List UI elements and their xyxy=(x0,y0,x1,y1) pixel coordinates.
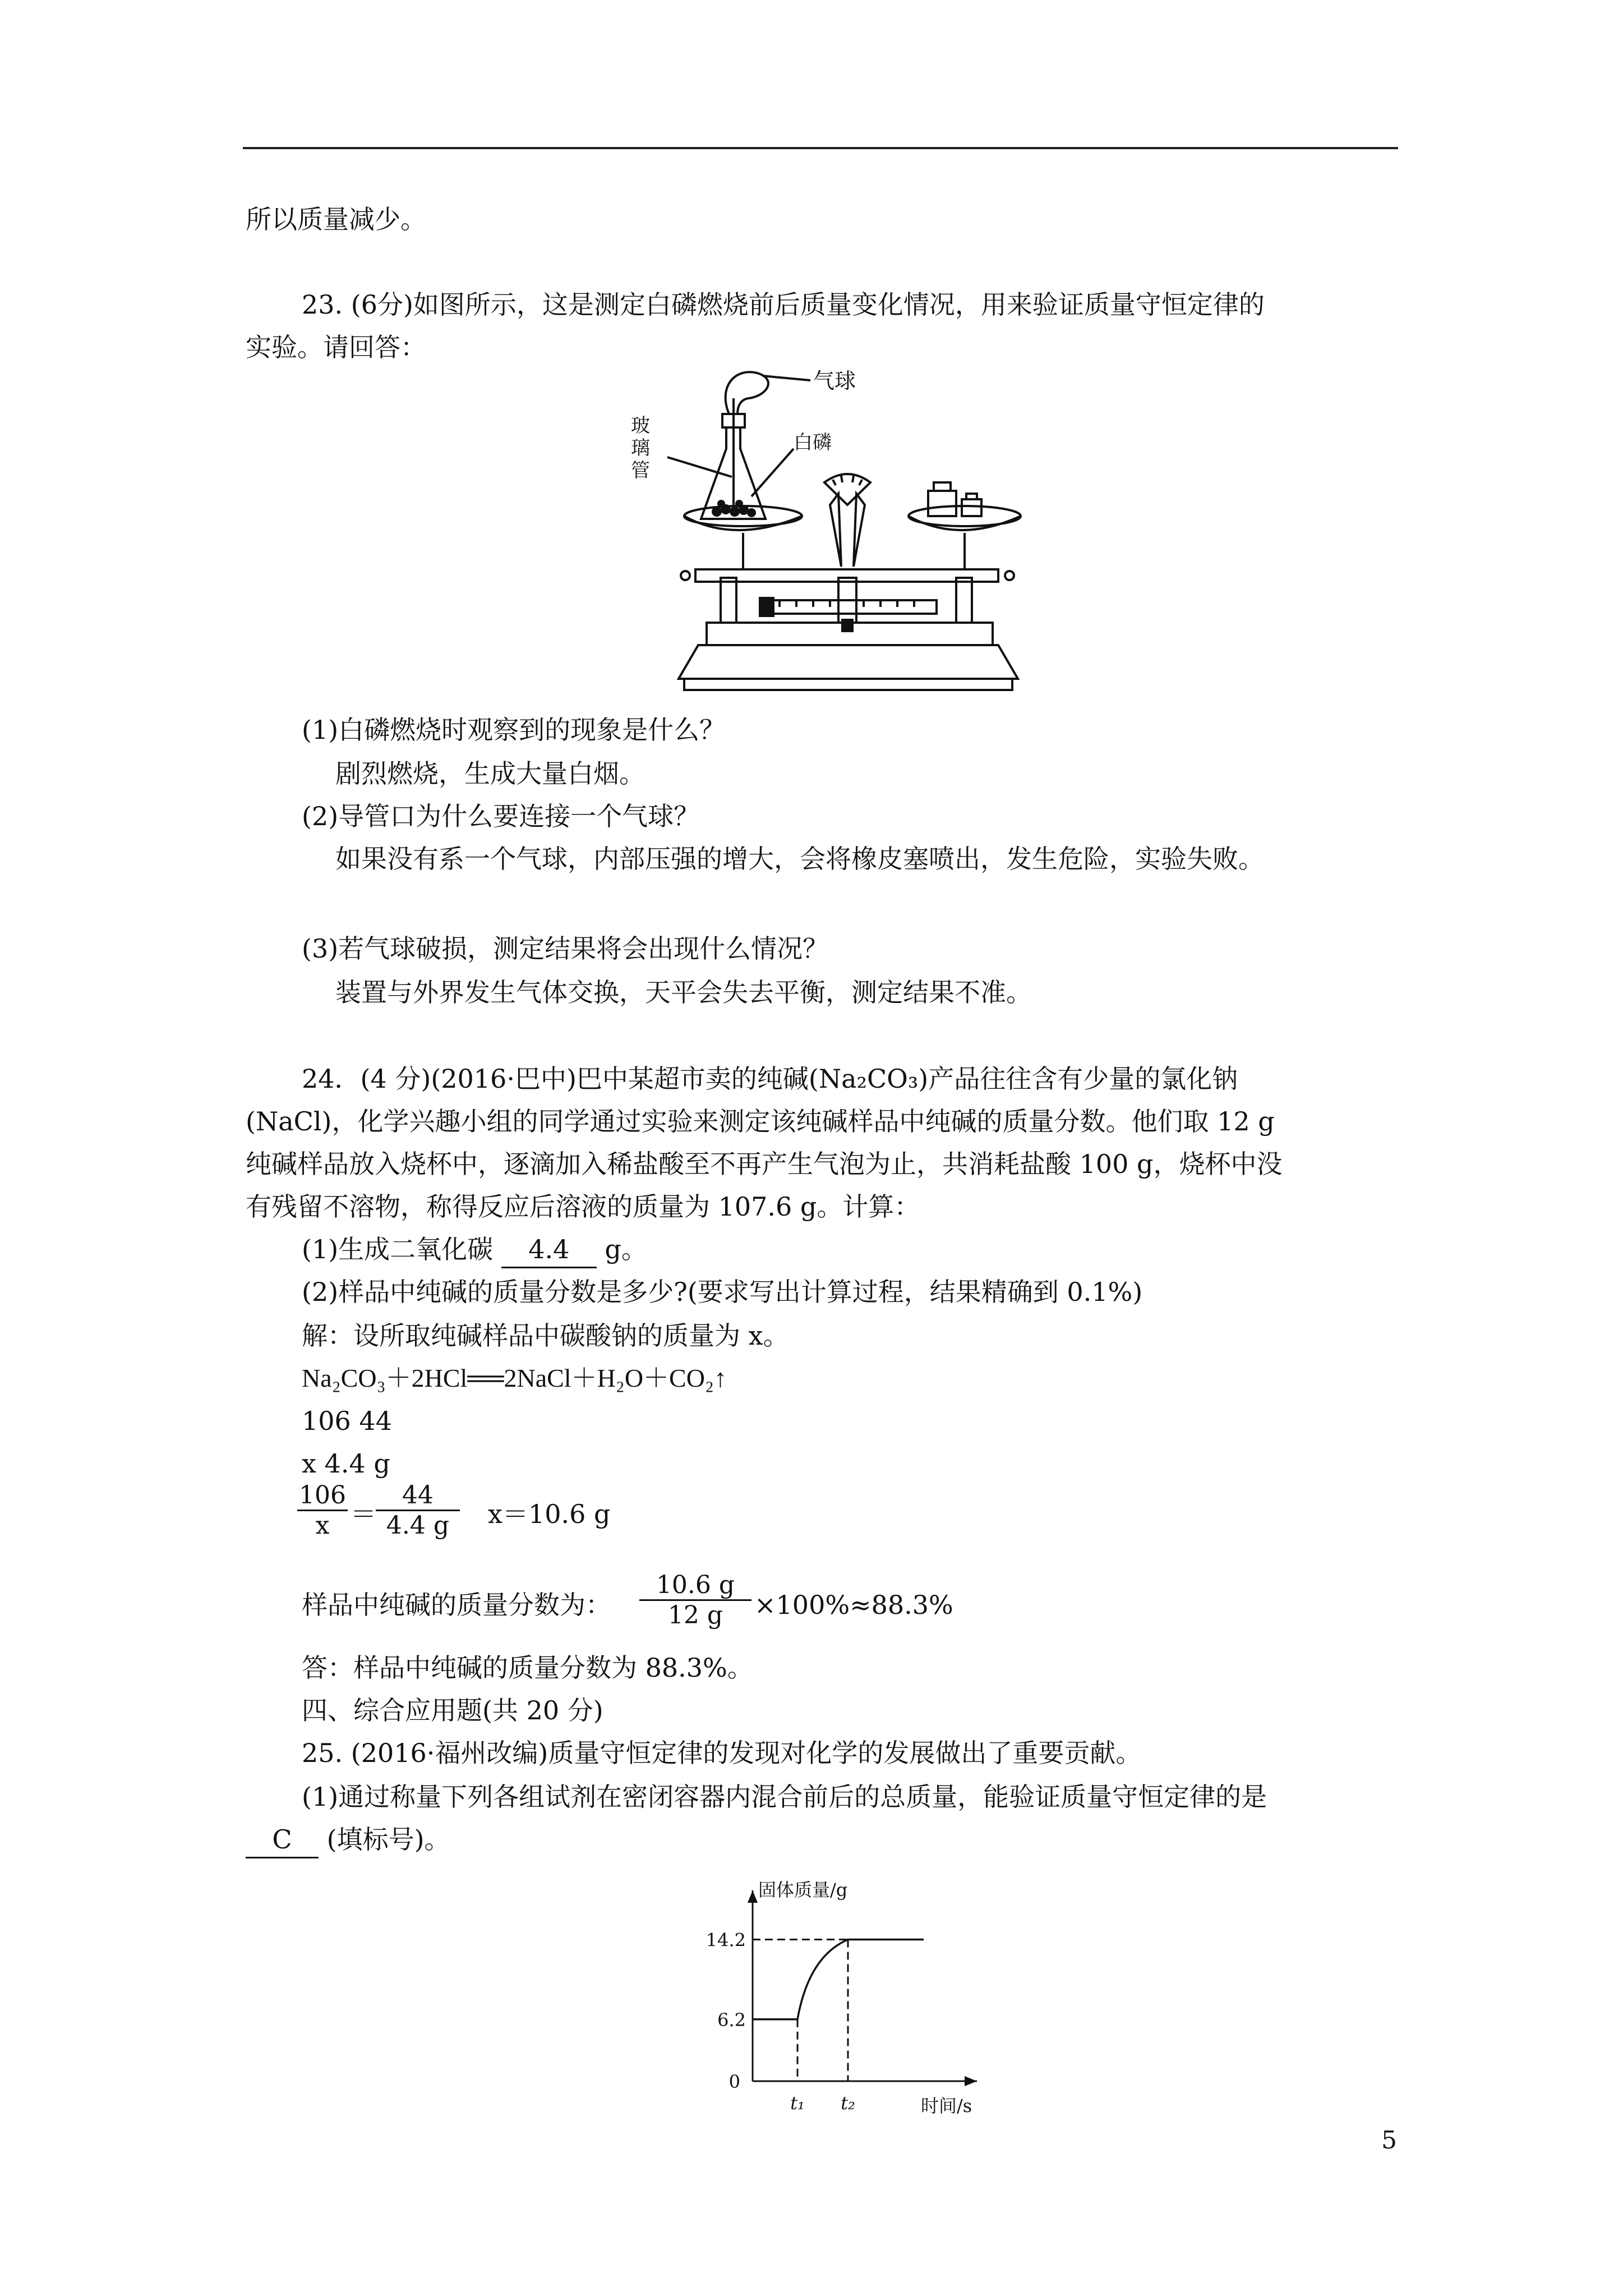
q25-part-1-suffix: (填标号)。 xyxy=(326,1824,450,1855)
label-glass-3: 管 xyxy=(631,459,650,482)
q24-part-2: (2)样品中纯碱的质量分数是多少?(要求写出计算过程，结果精确到 0.1%) xyxy=(302,1277,1143,1307)
q24-line-3: 纯碱样品放入烧杯中，逐滴加入稀盐酸至不再产生气泡为止，共消耗盐酸 100 g，烧杯中没 xyxy=(246,1149,1283,1179)
header-rule xyxy=(243,147,1398,149)
x-tick-t1: t₁ xyxy=(790,2092,805,2114)
q24-equals-sign: ＝ xyxy=(351,1499,376,1529)
q24-line-4: 有残留不溶物，称得反应后溶液的质量为 107.6 g。计算： xyxy=(246,1191,920,1222)
q24-x-result: x＝10.6 g xyxy=(488,1499,611,1529)
q25-stem: 25. (2016·福州改编)质量守恒定律的发现对化学的发展做出了重要贡献。 xyxy=(302,1738,1142,1768)
q23-question-3: (3)若气球破损，测定结果将会出现什么情况？ xyxy=(302,933,829,964)
q24-solution-intro: 解：设所取纯碱样品中碳酸钠的质量为 x。 xyxy=(302,1320,789,1351)
q23-answer-3: 装置与外界发生气体交换，天平会失去平衡，测定结果不准。 xyxy=(335,977,1032,1007)
fraction-2-denominator: 4.4 g xyxy=(376,1510,460,1540)
fraction-3-numerator: 10.6 g xyxy=(656,1571,735,1599)
q24-line-2: (NaCl)，化学兴趣小组的同学通过实验来测定该纯碱样品中纯碱的质量分数。他们取 12 g xyxy=(246,1106,1275,1137)
q23-question-2: (2)导管口为什么要连接一个气球？ xyxy=(302,801,700,831)
fraction-1-denominator: x xyxy=(297,1510,348,1540)
q24-fraction-3 xyxy=(639,1571,751,1630)
y-axis-arrow xyxy=(748,1890,758,1903)
fraction-3-denominator: 12 g xyxy=(639,1599,751,1630)
q23-stem-line1: 23. (6分)如图所示，这是测定白磷燃烧前后质量变化情况，用来验证质量守恒定律的 xyxy=(302,289,1265,320)
q23-stem-line2: 实验。请回答： xyxy=(246,332,426,362)
section-4-heading: 四、综合应用题(共 20 分) xyxy=(302,1695,603,1726)
y-axis-label: 固体质量/g xyxy=(758,1879,848,1901)
series-line xyxy=(753,1940,924,2019)
q24-percent-label: 样品中纯碱的质量分数为： xyxy=(302,1590,611,1620)
q24-line-1: 24．(4 分)(2016·巴中)巴中某超市卖的纯碱(Na₂CO₃)产品往往含有少量的氯化钠 xyxy=(302,1064,1238,1094)
q24-final-answer: 答：样品中纯碱的质量分数为 88.3%。 xyxy=(302,1653,753,1683)
label-glass-1: 玻 xyxy=(631,415,650,437)
balance-apparatus-figure xyxy=(617,365,1077,701)
y-tick-0: 0 xyxy=(728,2071,740,2092)
q24-percent-result: ×100%≈88.3% xyxy=(754,1590,953,1620)
q23-answer-1: 剧烈燃烧，生成大量白烟。 xyxy=(335,758,645,789)
q24-ratio-line-2: x 4.4 g xyxy=(302,1448,390,1479)
label-balloon: 气球 xyxy=(813,369,856,393)
x-tick-t2: t₂ xyxy=(841,2092,855,2114)
q23-answer-2: 如果没有系一个气球，内部压强的增大，会将橡皮塞喷出，发生危险，实验失败。 xyxy=(335,844,1264,874)
x-axis-arrow xyxy=(965,2076,977,2086)
intro-text: 所以质量减少。 xyxy=(246,204,426,234)
q25-part-1-answer-line xyxy=(246,1822,450,1858)
label-phosphorus: 白磷 xyxy=(794,431,832,454)
label-glass-2: 璃 xyxy=(631,437,650,459)
solid-mass-chart xyxy=(690,1874,1004,2115)
q25-part-1-answer: C xyxy=(246,1822,319,1858)
fraction-2-numerator: 44 xyxy=(402,1481,434,1510)
y-tick-6-2: 6.2 xyxy=(717,2009,746,2031)
q24-chemical-equation: Na₂CO₃＋2HCl══2NaCl＋H₂O＋CO₂↑ xyxy=(302,1364,727,1392)
x-axis-label: 时间/s xyxy=(921,2095,972,2115)
q24-part-1-prefix: (1)生成二氧化碳 xyxy=(302,1234,494,1264)
q23-question-1: (1)白磷燃烧时观察到的现象是什么？ xyxy=(302,715,726,745)
q24-fraction-2 xyxy=(376,1481,460,1540)
y-tick-14-2: 14.2 xyxy=(706,1929,746,1951)
fraction-1-numerator: 106 xyxy=(299,1481,346,1510)
q24-part-1-suffix: g。 xyxy=(605,1234,647,1264)
q25-part-1: (1)通过称量下列各组试剂在密闭容器内混合前后的总质量，能验证质量守恒定律的是 xyxy=(302,1782,1267,1812)
q24-ratio-line-1: 106 44 xyxy=(302,1406,392,1436)
q24-part-1-answer: 4.4 xyxy=(501,1232,597,1268)
q24-part-1 xyxy=(302,1232,647,1268)
q24-fraction-1 xyxy=(297,1481,348,1540)
page-number: 5 xyxy=(1381,2126,1397,2155)
